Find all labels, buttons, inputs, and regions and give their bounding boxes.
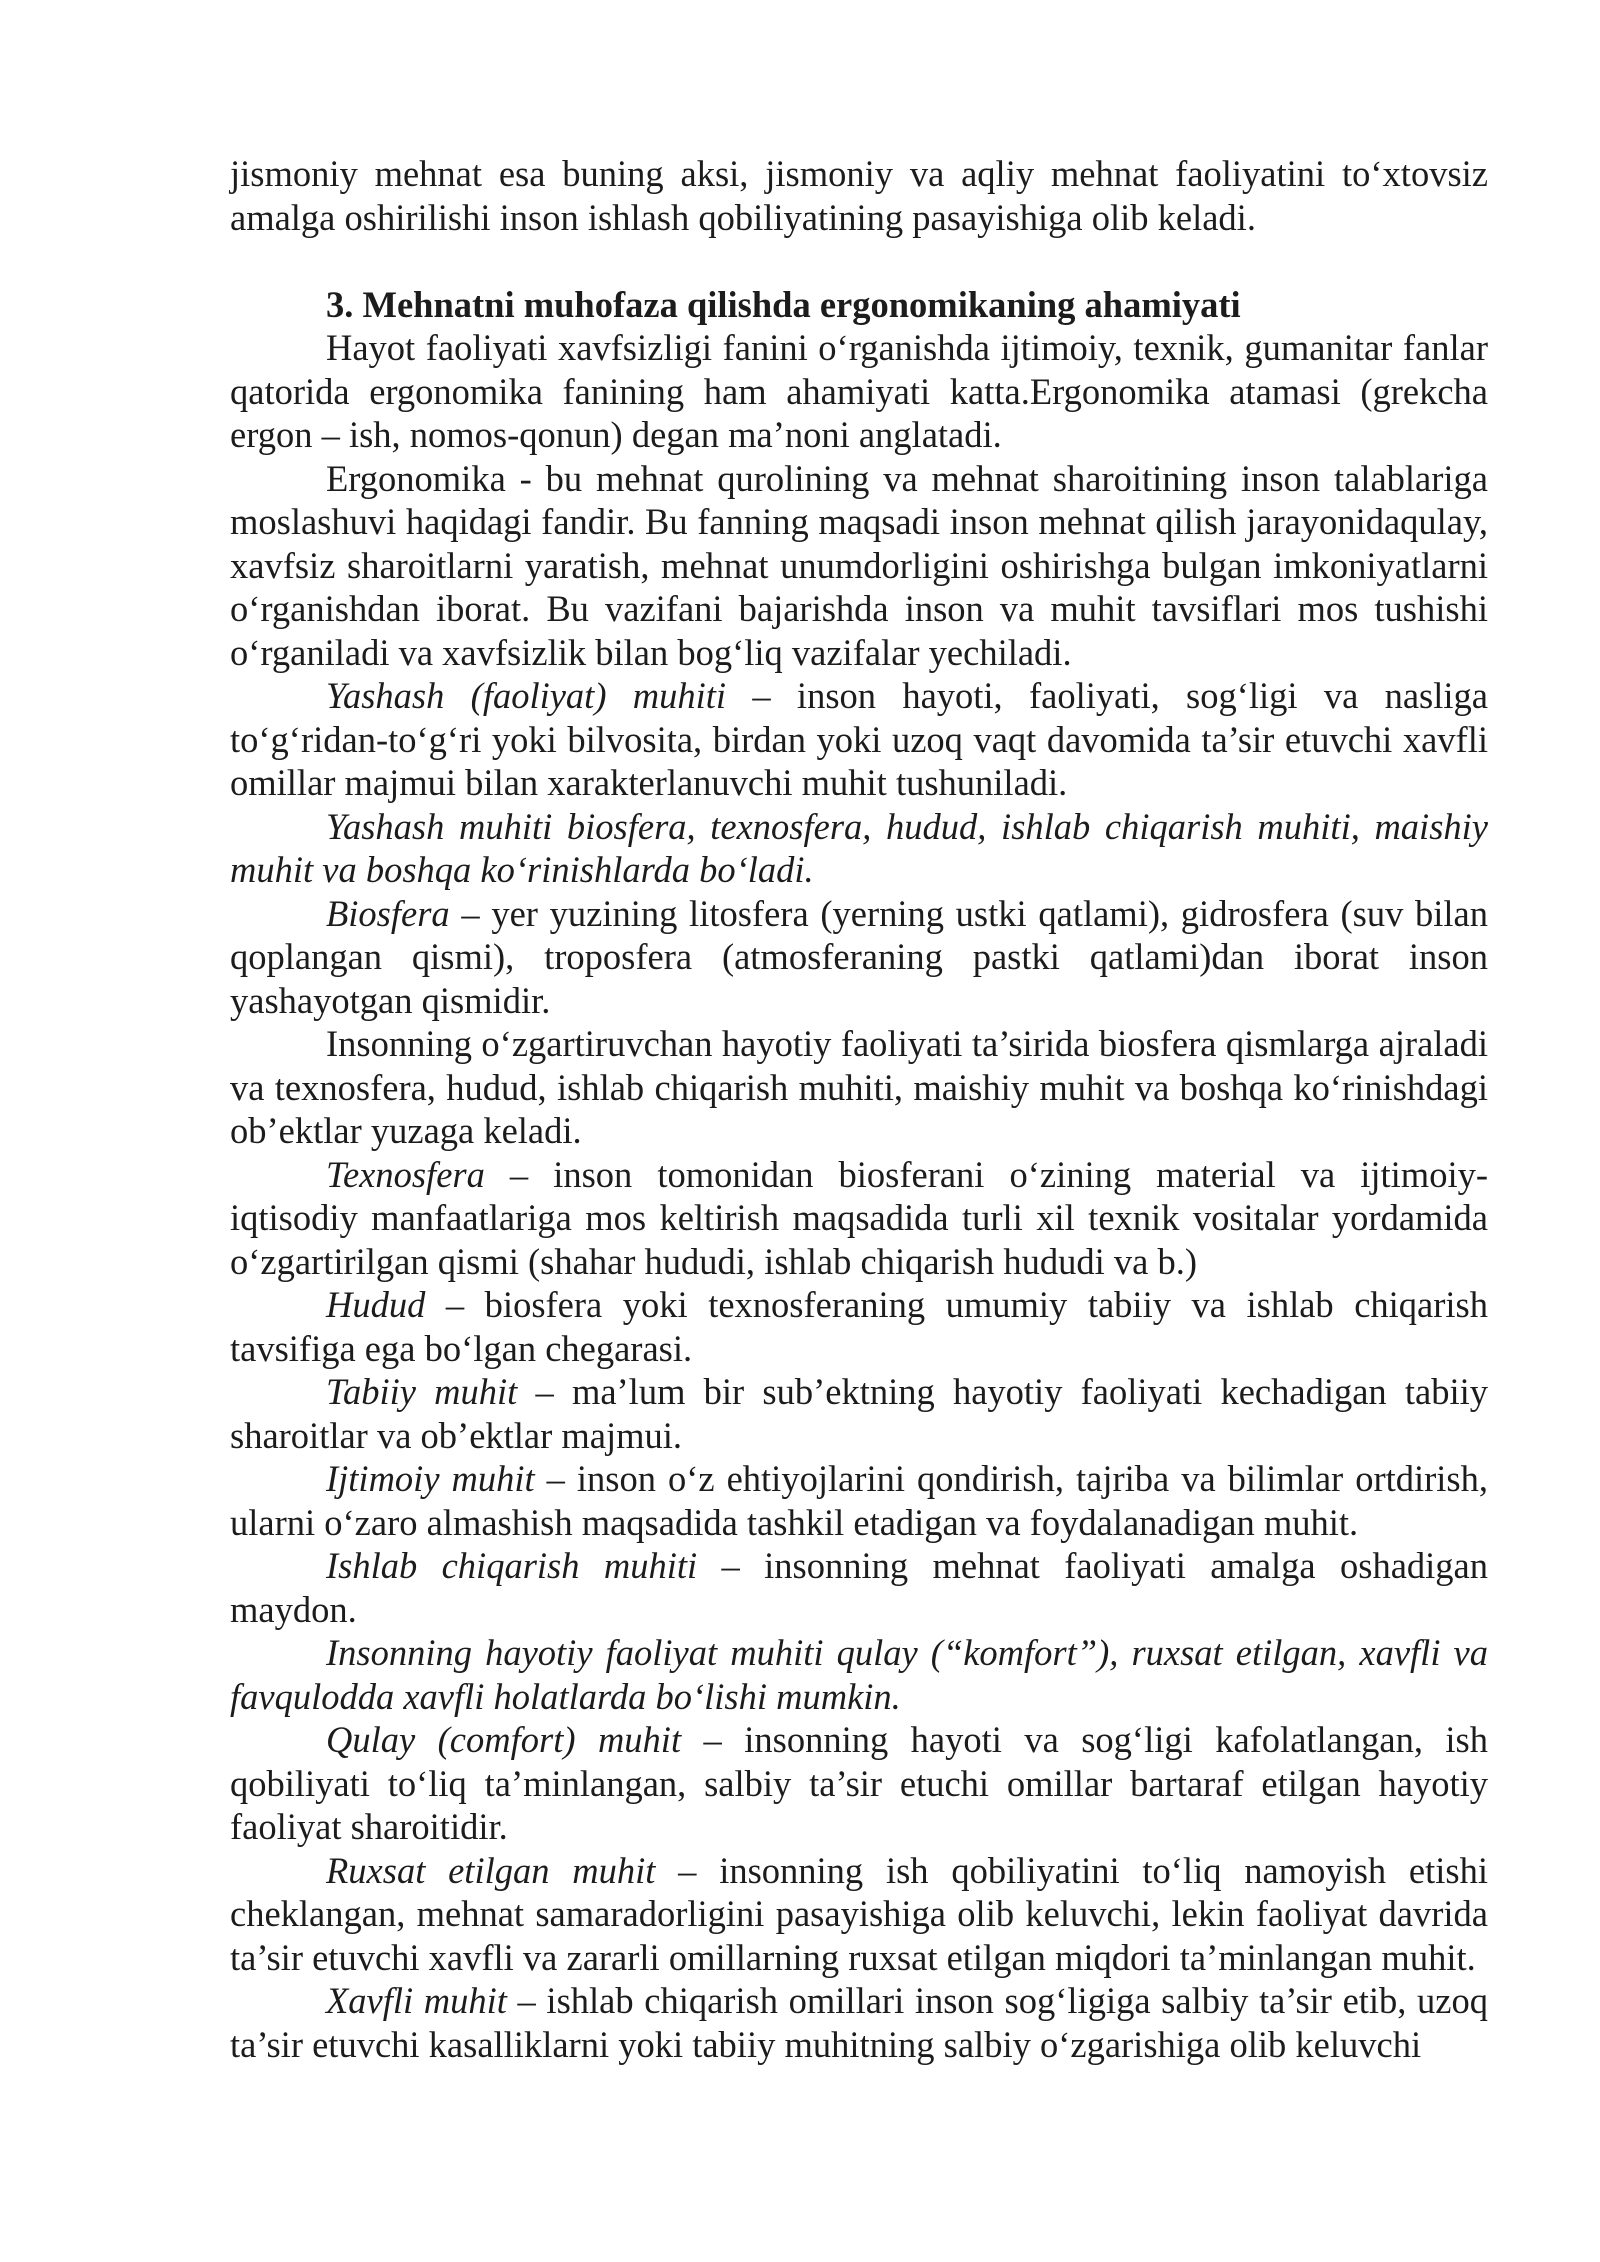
term: Qulay (comfort) muhit — [326, 1719, 682, 1760]
paragraph-biosfera — [230, 892, 1488, 1023]
paragraph-xavfli-muhit — [230, 1979, 1488, 2066]
document-page — [230, 152, 1488, 2066]
paragraph-text: – biosfera yoki texnosferaning umumiy tabiiy va ishlab chiqarish tavsifiga ega bo‘lgan chegarasi. — [230, 1284, 1488, 1369]
term: Biosfera — [326, 892, 450, 934]
paragraph-ruxsat-etilgan-muhit — [230, 1849, 1488, 1980]
paragraph-text: Ergonomika - bu mehnat qurolining va mehnat sharoitining inson talablariga moslashuvi haqidagi fandir. Bu fanning maqsadi inson mehnat qilish jarayonidaqulay, xavfsiz sharoitlarni yaratish, mehnat unumdorligini oshirishga bulgan imkoniyatlarni o‘rganishdan iborat. Bu vazifani bajarishda inson va muhit tavsiflari mos tushishi o‘rganiladi va xavfsizlik bilan bog‘liq vazifalar yechiladi. — [230, 457, 1488, 673]
paragraph-text: – inson hayoti, faoliyati, sog‘ligi va nasliga to‘g‘ridan-to‘g‘ri yoki bilvosita, birdan yoki uzoq vaqt davomida ta’sir etuvchi xavfli omillar majmui bilan xarakterlanuvchi muhit tushuniladi. — [230, 675, 1488, 803]
paragraph-tabiiy-muhit — [230, 1370, 1488, 1457]
term: Texnosfera — [326, 1153, 485, 1195]
paragraph-ergonomics-definition — [230, 457, 1488, 675]
term: Ruxsat etilgan muhit — [326, 1849, 656, 1891]
paragraph-text: – insonning ish qobiliyatini to‘liq namoyish etishi cheklangan, mehnat samaradorligini pasayishiga olib keluvchi, lekin faoliyat davrida ta’sir etuvchi xavfli va zararli omillarning ruxsat etilgan miqdori ta’minlangan muhit. — [230, 1849, 1489, 1978]
paragraph-text: – insonning mehnat faoliyati amalga oshadigan maydon. — [230, 1545, 1488, 1630]
term: Xavfli muhit — [326, 1980, 507, 2021]
paragraph-text: – ishlab chiqarish omillari inson sog‘ligiga salbiy ta’sir etib, uzoq ta’sir etuvchi kasalliklarni yoki tabiiy muhitning salbiy o‘zgarishiga olib keluvchi — [230, 1980, 1489, 2065]
intro-paragraph: jismoniy mehnat esa buning aksi, jismoniy va aqliy mehnat faoliyatini to‘xtovsiz amalga oshirilishi inson ishlash qobiliyatining pasayishiga olib keladi. — [230, 153, 1488, 238]
term: Ishlab chiqarish muhiti — [326, 1545, 698, 1586]
paragraph-ishlab-chiqarish-muhiti — [230, 1544, 1488, 1631]
paragraph-text: Insonning o‘zgartiruvchan hayotiy faoliyati ta’sirida biosfera qismlarga ajraladi va texnosfera, hudud, ishlab chiqarish muhiti, maishiy muhit va boshqa ko‘rinishdagi ob’ektlar yuzaga keladi. — [230, 1023, 1488, 1151]
paragraph-texnosfera — [230, 1153, 1488, 1284]
term: Tabiiy muhit — [326, 1371, 518, 1412]
paragraph-text: – insonning hayoti va sog‘ligi kafolatlangan, ish qobiliyati to‘liq ta’minlangan, salbiy ta’sir etuchi omillar bartaraf etilgan hayotiy faoliyat sharoitidir. — [230, 1719, 1488, 1847]
paragraph-hudud — [230, 1283, 1488, 1370]
paragraph-italic-text: Insonning hayotiy faoliyat muhiti qulay (“komfort”), ruxsat etilgan, xavfli va favqulodda xavfli holatlarda bo‘lishi mumkin. — [230, 1632, 1488, 1717]
paragraph-text: – yer yuzining litosfera (yerning ustki qatlami), gidrosfera (suv bilan qoplangan qismi), troposfera (atmosferaning pastki qatlami)dan iborat inson yashayotgan qismidir. — [230, 892, 1488, 1021]
paragraph-yashash-muhiti-types — [230, 805, 1488, 892]
section-heading: 3. Mehnatni muhofaza qilishda ergonomikaning ahamiyati — [326, 283, 1241, 325]
term: Yashash (faoliyat) muhiti — [326, 675, 727, 716]
paragraph-qulay-muhit — [230, 1718, 1488, 1849]
paragraph-yashash-muhiti — [230, 674, 1488, 805]
term: Hudud — [326, 1284, 426, 1325]
paragraph-text: – inson o‘z ehtiyojlarini qondirish, tajriba va bilimlar ortdirish, ularni o‘zaro almashish maqsadida tashkil etadigan va foydalanadigan muhit. — [230, 1458, 1489, 1543]
paragraph-ijtimoiy-muhit — [230, 1457, 1488, 1544]
paragraph-biosfera-change — [230, 1022, 1488, 1153]
paragraph-text: Hayot faoliyati xavfsizligi fanini o‘rganishda ijtimoiy, texnik, gumanitar fanlar qatorida ergonomika fanining ham ahamiyati katta.Ergonomika atamasi (grekcha ergon – ish, nomos-qonun) degan ma’noni anglatadi. — [230, 327, 1488, 455]
paragraph-text: – ma’lum bir sub’ektning hayotiy faoliyati kechadigan tabiiy sharoitlar va ob’ektlar majmui. — [230, 1371, 1488, 1456]
paragraph-text: – inson tomonidan biosferani o‘zining material va ijtimoiy-iqtisodiy manfaatlariga mos keltirish maqsadida turli xil texnik vositalar yordamida o‘zgartirilgan qismi (shahar hududi, ishlab chiqarish hududi va b.) — [230, 1153, 1488, 1282]
term: Ijtimoiy muhit — [326, 1458, 535, 1499]
paragraph-italic-text: Yashash muhiti biosfera, texnosfera, hudud, ishlab chiqarish muhiti, maishiy muhit va boshqa ko‘rinishlarda bo‘ladi. — [230, 805, 1488, 890]
paragraph-ergonomics-importance — [230, 326, 1488, 457]
paragraph-muhit-holatlari — [230, 1631, 1488, 1718]
